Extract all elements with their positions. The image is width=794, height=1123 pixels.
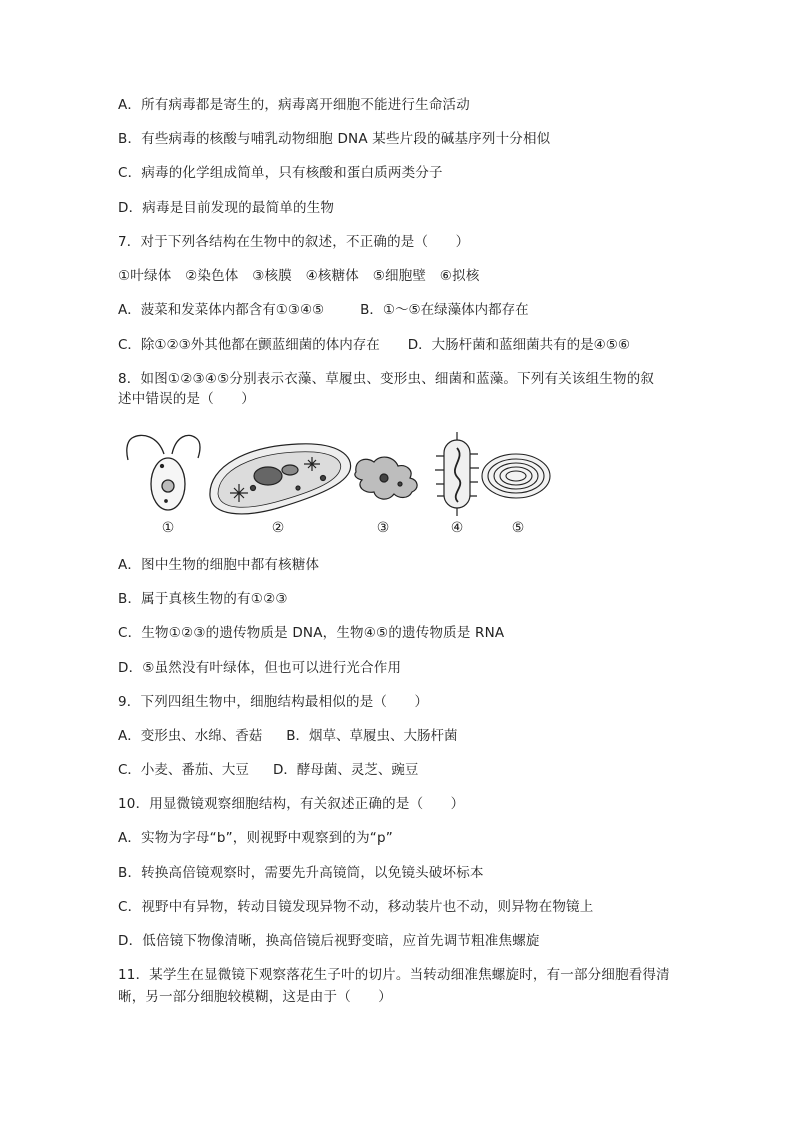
organisms-figure	[118, 426, 558, 540]
q8-stem-line1: 8．如图①②③④⑤分别表示衣藻、草履虫、变形虫、细菌和蓝藻。下列有关该组生物的叙	[118, 371, 655, 387]
q6-option-b: B．有些病毒的核酸与哺乳动物细胞 DNA 某些片段的碱基序列十分相似	[118, 131, 551, 147]
organisms-drawing	[118, 426, 558, 520]
q6-option-c: C．病毒的化学组成简单，只有核酸和蛋白质两类分子	[118, 165, 443, 181]
q8-option-b: B．属于真核生物的有①②③	[118, 591, 288, 607]
q10-option-b: B．转换高倍镜观察时，需要先升高镜筒，以免镜头破坏标本	[118, 865, 484, 881]
q9-option-d: D．酵母菌、灵芝、豌豆	[272, 762, 419, 778]
q10-option-a: A．实物为字母“b”，则视野中观察到的为“p”	[118, 830, 393, 846]
bacterium-drawing	[435, 432, 479, 516]
q7-options-cd	[118, 336, 630, 354]
cyanobacterium-drawing	[482, 454, 550, 498]
figure-label-4: ④	[450, 520, 464, 536]
figure-label-1: ①	[161, 520, 175, 536]
q11-stem-line2: 晰，另一部分细胞较模糊，这是由于（ ）	[118, 989, 392, 1005]
q9-options-cd	[118, 761, 418, 779]
q9-option-a: A．变形虫、水绵、香菇	[118, 728, 263, 744]
q7-option-d: D．大肠杆菌和蓝细菌共有的是④⑤⑥	[407, 337, 630, 353]
q10-option-d: D．低倍镜下物像清晰，换高倍镜后视野变暗，应首先调节粗准焦螺旋	[118, 933, 540, 949]
q6-option-a: A．所有病毒都是寄生的，病毒离开细胞不能进行生命活动	[118, 97, 470, 113]
figure-label-5: ⑤	[511, 520, 525, 536]
q8-option-d: D．⑤虽然没有叶绿体，但也可以进行光合作用	[118, 660, 402, 676]
q9-option-c: C．小麦、番茄、大豆	[118, 762, 249, 778]
q8-stem-line2: 述中错误的是（ ）	[118, 391, 255, 407]
q8-option-a: A．图中生物的细胞中都有核糖体	[118, 557, 320, 573]
q6-option-d: D．病毒是目前发现的最简单的生物	[118, 200, 335, 216]
figure-label-3: ③	[376, 520, 390, 536]
q9-stem: 9．下列四组生物中，细胞结构最相似的是（ ）	[118, 694, 429, 710]
q11-stem-line1: 11．某学生在显微镜下观察落花生子叶的切片。当转动细准焦螺旋时，有一部分细胞看得清	[118, 967, 670, 983]
figure-label-2: ②	[271, 520, 285, 536]
q9-option-b: B．烟草、草履虫、大肠杆菌	[286, 728, 458, 744]
q7-stem: 7．对于下列各结构在生物中的叙述，不正确的是（ ）	[118, 234, 470, 250]
chlamydomonas-drawing	[127, 435, 200, 510]
q8-option-c: C．生物①②③的遗传物质是 DNA，生物④⑤的遗传物质是 RNA	[118, 625, 505, 641]
q7-options-ab	[118, 301, 529, 319]
q7-option-a: A．菠菜和发菜体内都含有①③④⑤	[118, 302, 325, 318]
q9-options-ab	[118, 727, 458, 745]
q10-stem: 10．用显微镜观察细胞结构，有关叙述正确的是（ ）	[118, 796, 465, 812]
q7-option-b: B．①～⑤在绿藻体内都存在	[360, 302, 529, 318]
paramecium-drawing	[210, 444, 351, 514]
q10-option-c: C．视野中有异物，转动目镜发现异物不动，移动装片也不动，则异物在物镜上	[118, 899, 594, 915]
amoeba-drawing	[355, 457, 417, 499]
q7-items: ①叶绿体 ②染色体 ③核膜 ④核糖体 ⑤细胞壁 ⑥拟核	[118, 268, 480, 284]
q7-option-c: C．除①②③外其他都在颤蓝细菌的体内存在	[118, 337, 380, 353]
